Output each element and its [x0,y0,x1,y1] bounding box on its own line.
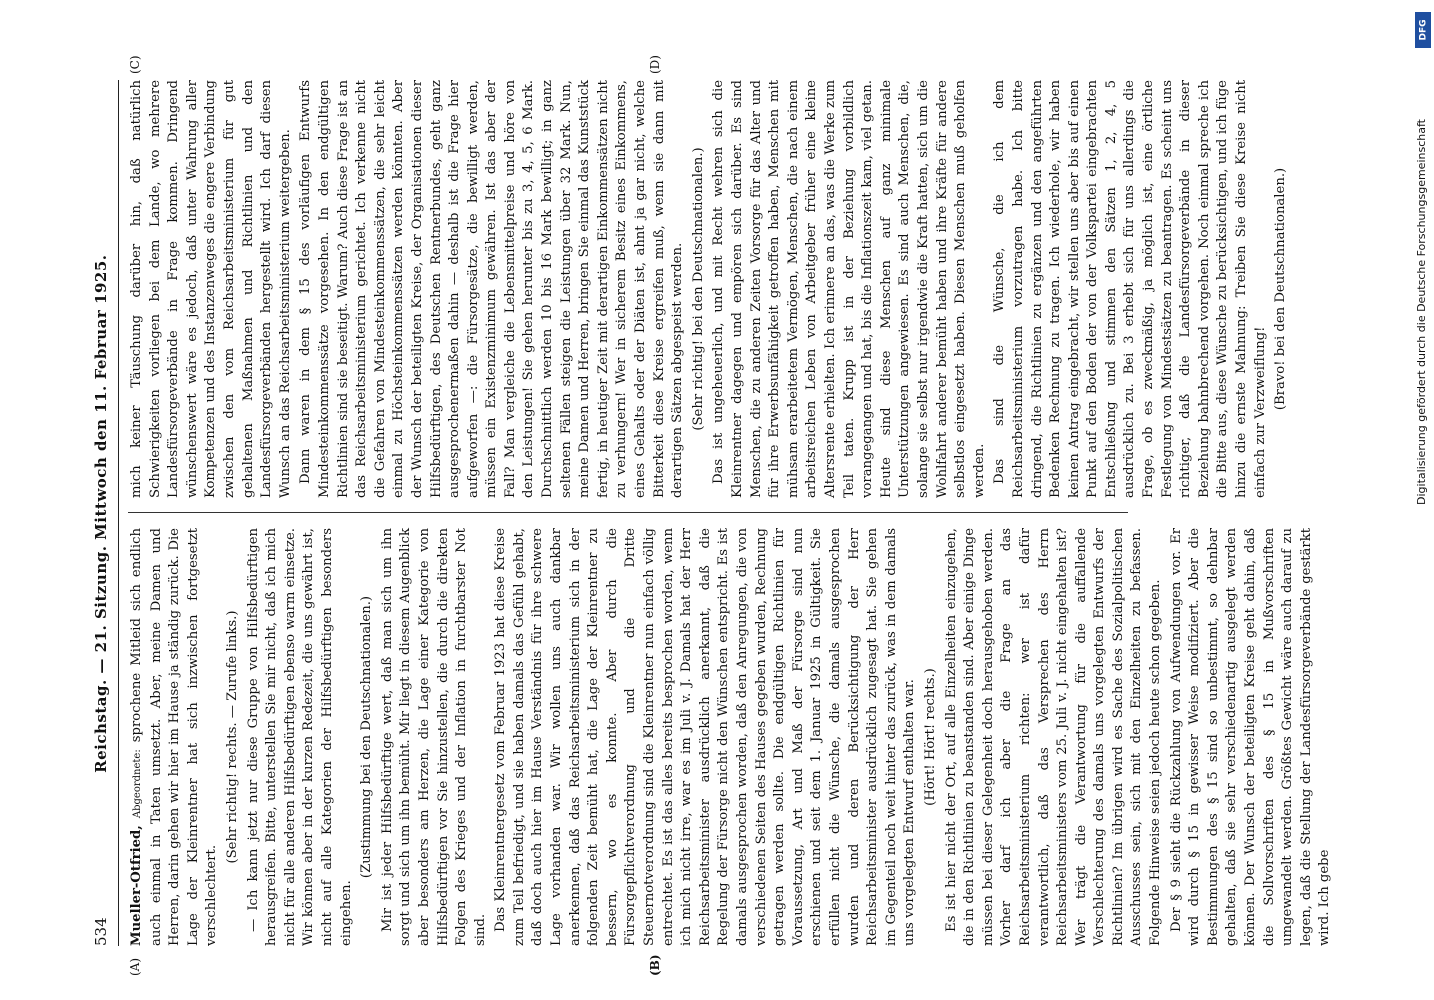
page-title: Reichstag. — 21. Sitzung. Mittwoch den 11. Februar 1925. [92,254,110,773]
right-column [128,80,1289,498]
paragraph: Das ist ungeheuerlich, und mit Recht wehren sich die Kleinrentner dagegen und empören sich darüber. Es sind Menschen, die zu anderen Zeiten Vorsorge für das Alter und für ihre Erwerbsunfähigkeit getroffen haben, Menschen mit mühsam erarbeitetem Vermögen, Menschen, die nach einem arbeitsreichen Leben von Arbeitgeber früher eine kleine Altersrente erhielten. Ich erinnere an das, was die Werke zum Teil taten. Krupp ist in der Beziehung vorbildlich vorangegangen und hat, bis die Inflationszeit kam, viel getan. Heute sind diese Menschen auf ganz minimale Unterstützungen angewiesen. Es sind auch Menschen, die, solange sie selbst nur irgendwie die Kraft hatten, sich um die Wohlfahrt anderer bemüht haben und ihre Kräfte für andere selbstlos eingesetzt haben. Diesen Menschen muß geholfen werden. [711,80,987,498]
paragraph: — Ich kann jetzt nur diese Gruppe von Hilfsbedürftigen herausgreifen. Bitte, unterstellen Sie mir nicht, daß ich mich nicht für alle anderen Hilfsbedürftigen ebenso warm einsetze. Wir können aber in der kurzen Redezeit, die uns gewährt ist, nicht auf alle Kategorien der Hilfsbedürftigen besonders eingehen. [245,528,354,946]
left-column [128,528,1333,946]
margin-mark-c: (C) [128,55,142,74]
speaker-note: Abgeordnete: [132,749,143,819]
paragraph: Mir ist jeder Hilfsbedürftige wert, daß man sich um ihn sorgt und sich um ihn bemüht. Mir liegt in diesem Augenblick aber besonders am Herzen, die Lage einer Kategorie von Hilfsbedürftigen vor Sie hinzustellen, die durch die direkten Folgen des Krieges und der Inflation in furchtbarster Not sind. [379,528,488,946]
speaker-line [128,528,222,946]
paragraph: Der § 9 sieht die Rückzahlung von Aufwendungen vor. Er wird durch § 15 in gewisser Weise modifiziert. Aber die Bestimmungen des § 15 sind so unbestimmt, so dehnbar gehalten, daß sie sehr verschiedenartig ausgelegt werden können. Der Wunsch der beteiligten Kreise geht dahin, daß die Sollvorschriften des § 15 in Mußvorschriften umgewandelt werden. Größtes Gewicht wäre auch darauf zu legen, daß die Stellung der Landesfürsorgeverbände gestärkt wird. Ich gebe [1168,528,1333,946]
page-header [88,80,114,946]
paragraph: Dann waren in dem § 15 des vorläufigen Entwurfs Mindesteinkommenssätze vorgesehen. In den endgültigen Richtlinien sind sie beseitigt. Warum? Auch diese Frage ist an das Reichsarbeitsministerium gerichtet. Ich verkenne nicht die Gefahren von Mindesteinkommenssätzen, die sehr leicht einmal zu Höchsteinkommenssätzen werden könnten. Aber der Wunsch der beteiligten Kreise, der Organisationen dieser Hilfsbedürftigen, des Deutschen Rentnerbundes, geht ganz ausgesprochenermaßen dahin — deshalb ist die Frage hier aufgeworfen —: die Fürsorgesätze, die bewilligt werden, müssen ein Existenzminimum gewähren. Ist das aber der Fall? Man vergleiche die Lebensmittelpreise und höre von den Leistungen! Sie gehen herunter bis zu 3, 4, 5, 6 Mark. Durchschnittlich werden 10 bis 16 Mark bewilligt; in ganz seltenen Fällen steigen die Leistungen über 32 Mark. Nun, meine Damen und Herren, bringen Sie einmal das Kunststück fertig, in heutiger Zeit mit derartigen Einkommensätzen nicht zu verhungern! Wer in sicherem Besitz eines Einkommens, eines Gehalts oder der Diäten ist, ahnt ja gar nicht, welche Bitterkeit diese Kreise ergreifen muß, wenn sie dann mit derartigen Sätzen abgespeist werden. [298,80,686,498]
margin-mark-b: (B) [648,954,662,976]
rotated-page-content [88,55,1388,976]
paragraph: sprochene Mitleid sich endlich auch einmal in Taten umsetzt. Aber, meine Damen und Herren, darin gehen wir hier im Hause ja ständig zurück. Die Lage der Kleinrentner hat sich inzwischen fortgesetzt verschlechtert. [129,528,220,946]
paragraph: mich keiner Täuschung darüber hin, daß natürlich Schwierigkeiten vorliegen bei dem Lande, wo mehrere Landesfürsorgeverbände in Frage kommen. Dringend wünschenswert wäre es jedoch, daß unter Wahrung aller Kompetenzen und des Instanzenweges die engere Verbindung zwischen den vom Reichsarbeitsministerium für gut gehaltenen Maßnahmen und Richtlinien und den Landesfürsorgeverbänden hergestellt wird. Ich darf diesen Wunsch an das Reichsarbeitsministerium weitergeben. [129,80,293,498]
page-number: 534 [92,917,110,946]
dfg-logo-text: DFG [1418,19,1429,41]
interjection: (Hört! Hört! rechts.) [922,668,938,806]
paragraph: Das sind die Wünsche, die ich dem Reichsarbeitsministerium vorzutragen habe. Ich bitte dringend, die Richtlinien zu ergänzen und den angeführten Bedenken Rechnung zu tragen. Ich wiederhole, wir haben keinen Antrag eingebracht, wir stellen uns aber bis auf einen Punkt auf den Boden der von der Volkspartei eingebrachten Entschließung und stimmen den Sätzen 1, 2, 4, 5 ausdrücklich zu. Bei 3 erhebt sich für uns allerdings die Frage, ob es zweckmäßig, ja möglich ist, eine örtliche Festlegung von Mindestsätzen zu beantragen. Es scheint uns richtiger, daß die Landesfürsorgeverbände in dieser Beziehung bahnbrechend vorgehen. Noch einmal spreche ich die Bitte aus, diese Wünsche zu berücksichtigen, und ich füge hinzu die ernste Mahnung: Treiben Sie diese Kreise nicht einfach zur Verzweiflung! [992,80,1268,498]
margin-mark-d: (D) [648,55,662,74]
speaker-name: Mueller-Otfried, [129,825,144,946]
dfg-side-strip [1412,4,1434,564]
interjection: (Sehr richtig! bei den Deutschnationalen.) [690,147,706,431]
column-divider [128,512,1128,513]
header-rule [118,80,119,946]
margin-mark-a: (A) [128,957,142,976]
paragraph: Das Kleinrentnergesetz vom Februar 1923 hat diese Kreise zum Teil befriedigt, und sie haben damals das Gefühl gehabt, daß doch auch hier im Hause Verständnis für ihre schwere Lage vorhanden war. Wir wollen uns auch dankbar anerkennen, daß das Reichsarbeitsministerium sich in der folgenden Zeit bemüht hat, die Lage der Kleinrentner zu bessern, wo es konnte. Aber durch die Fürsorgepflichtverordnung und die Dritte Steuernotverordnung sind die Kleinrentner nun einfach völlig entrechtet. Es ist das alles bereits besprochen worden, wenn ich mich nicht irre, war es im Juli v. J. Damals hat der Herr Reichsarbeitsminister ausdrücklich anerkannt, daß die Regelung der Fürsorge nicht den Wünschen entspricht. Es ist damals ausgesprochen worden, daß den Anregungen, die von verschiedenen Seiten des Hauses gegeben wurden, Rechnung getragen werden sollte. Die endgültigen Richtlinien für Voraussetzung, Art und Maß der Fürsorge sind nun erschienen und seit dem 1. Januar 1925 in Gültigkeit. Sie erfüllen nicht die Wünsche, die damals ausgesprochen wurden und deren Berücksichtigung der Herr Reichsarbeitsminister ausdrücklich zugesagt hat. Sie gehen im Gegenteil noch weit hinter das zurück, was in dem damals uns vorgelegten Entwurf enthalten war. [493,528,918,946]
interjection: (Bravo! bei den Deutschnationalen.) [1273,167,1289,411]
paragraph: Es ist hier nicht der Ort, auf alle Einzelheiten einzugehen, die in den Richtlinien zu beanstanden sind. Aber einige Dinge müssen bei dieser Gelegenheit doch herausgehoben werden. Vorher darf ich aber die Frage an das Reichsarbeitsministerium richten: wer ist dafür verantwortlich, daß das Versprechen des Herrn Reichsarbeitsministers vom 25. Juli v. J. nicht eingehalten ist? Wer trägt die Verantwortung für die auffallende Verschlechterung des damals uns vorgelegten Entwurfs der Richtlinien? Im übrigen wird es Sache des Sozialpolitischen Ausschusses sein, sich mit den Einzelheiten zu befassen. Folgende Hinweise seien jedoch heute schon gegeben. [943,528,1164,946]
interjection: (Zustimmung bei den Deutschnationalen.) [359,595,375,879]
dfg-funding-notice: Digitalisierung gefördert durch die Deutsche Forschungsgemeinschaft [1415,119,1428,505]
interjection: (Sehr richtig! rechts. — Zurufe links.) [224,610,240,864]
